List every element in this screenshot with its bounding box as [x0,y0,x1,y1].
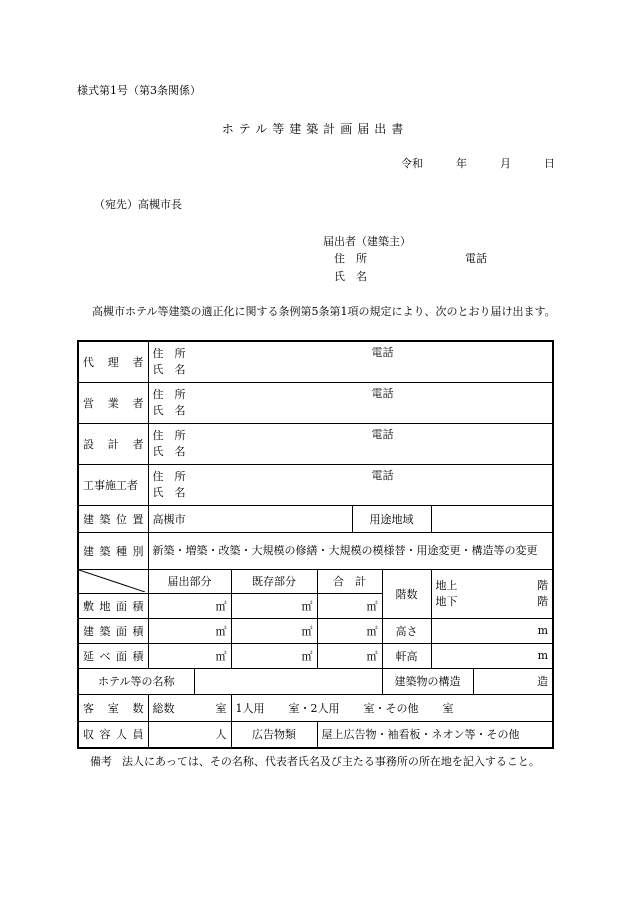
floors-label: 階数 [382,569,431,618]
hotel-name-row [78,668,553,694]
party-role: 工事施工者 [78,464,148,505]
party-name-label: 氏 名 [152,485,186,499]
area-row [78,618,553,643]
addressee: （宛先）高槻市長 [94,198,182,211]
hotel-name-label: ホテル等の名称 [78,668,194,694]
build-type-options: 新築・増築・改築・大規模の修繕・大規模の模様替・用途変更・構造等の変更 [148,532,553,569]
party-address-label: 住 所 [152,428,186,442]
height-value: m [431,618,553,643]
remarks-label: 備考 [90,755,112,768]
notifier-address-label: 住 所 [334,252,367,265]
party-address-label: 住 所 [152,469,186,483]
building-area-existing: ㎡ [231,618,317,643]
party-role: 営業者 [78,382,148,423]
party-name-label: 氏 名 [152,403,186,417]
rooms-total [148,694,231,721]
party-tel-label: 電話 [371,427,394,441]
form-number: 様式第1号（第3条関係） [77,84,201,97]
rooms-breakdown [231,694,553,721]
rooms-other-label: ・その他 [374,701,419,715]
site-area-existing: ㎡ [231,593,317,618]
col-existing: 既存部分 [231,569,317,593]
rooms-double-label: ・2人用 [299,701,340,715]
structure-value: 造 [473,668,553,694]
date-era: 令和 [401,157,423,170]
rooms-total-label: 総数 [152,701,175,715]
rooms-row [78,694,553,721]
party-row [78,423,553,464]
eave-height-label: 軒高 [382,643,431,668]
party-tel-label: 電話 [371,468,394,482]
intro-text: 高槻市ホテル等建築の適正化に関する条例第5条第1項の規定により、次のとおり届け出ます。 [92,305,556,318]
rooms-label: 客室数 [78,694,148,721]
building-area-reported: ㎡ [148,618,231,643]
date-day: 日 [544,157,555,170]
rooms-total-unit: 室 [215,701,227,715]
date-month: 月 [500,157,511,170]
rooms-single-unit: 室 [288,701,300,715]
below-floor-unit: 階 [537,594,549,608]
ad-options: 屋上広告物・袖看板・ネオン等・その他 [317,721,553,748]
building-area-label: 建築面積 [78,618,148,643]
floor-area-label: 延べ面積 [78,643,148,668]
eave-height-value: m [431,643,553,668]
party-info [148,341,553,382]
area-header-row [78,569,553,593]
date-year: 年 [456,157,467,170]
floor-area-existing: ㎡ [231,643,317,668]
rooms-double-unit: 室 [363,701,375,715]
rooms-single-label: 1人用 [235,701,265,715]
ad-label: 広告物類 [231,721,317,748]
area-header-diagonal [78,569,148,593]
party-tel-label: 電話 [371,346,394,359]
build-type-label: 建築種別 [78,532,148,569]
zoning-value [431,505,553,532]
build-type-row [78,532,553,569]
party-name-label: 氏 名 [152,444,186,458]
document-title: ホテル等建築計画届出書 [221,122,409,136]
party-info [148,382,553,423]
notifier-title: 届出者（建築主） [323,235,411,248]
rooms-other-unit: 室 [442,701,454,715]
area-row [78,643,553,668]
col-total: 合 計 [317,569,382,593]
site-area-label: 敷地面積 [78,593,148,618]
notifier-tel-label: 電話 [465,252,487,265]
party-info [148,464,553,505]
capacity-row [78,721,553,748]
location-row [78,505,553,532]
floor-area-reported: ㎡ [148,643,231,668]
party-row [78,382,553,423]
location-label: 建築位置 [78,505,148,532]
party-tel-label: 電話 [371,386,394,400]
party-row [78,464,553,505]
zoning-label: 用途地域 [352,505,431,532]
below-ground-label: 地下 [435,594,458,608]
building-area-total: ㎡ [317,618,382,643]
party-info [148,423,553,464]
capacity-value: 人 [148,721,231,748]
floors-value [431,569,553,618]
remarks-text: 法人にあっては、その名称、代表者氏名及び主たる事務所の所在地を記入すること。 [122,755,540,768]
site-area-reported: ㎡ [148,593,231,618]
party-role: 代理者 [78,341,148,382]
party-address-label: 住 所 [152,387,186,401]
party-address-label: 住 所 [152,346,186,360]
height-label: 高さ [382,618,431,643]
remarks [90,752,552,772]
hotel-name-value [194,668,382,694]
diagonal-line [79,570,145,592]
above-ground-label: 地上 [435,578,458,592]
site-area-total: ㎡ [317,593,382,618]
notifier-name-label: 氏 名 [334,270,367,283]
application-form-table [77,340,554,749]
structure-label: 建築物の構造 [382,668,473,694]
party-name-label: 氏 名 [152,362,186,376]
capacity-label: 収容人員 [78,721,148,748]
location-value: 高槻市 [148,505,352,532]
col-reported: 届出部分 [148,569,231,593]
party-role: 設計者 [78,423,148,464]
party-row [78,341,553,382]
date-line [401,155,555,171]
floor-area-total: ㎡ [317,643,382,668]
above-floor-unit: 階 [537,578,549,592]
